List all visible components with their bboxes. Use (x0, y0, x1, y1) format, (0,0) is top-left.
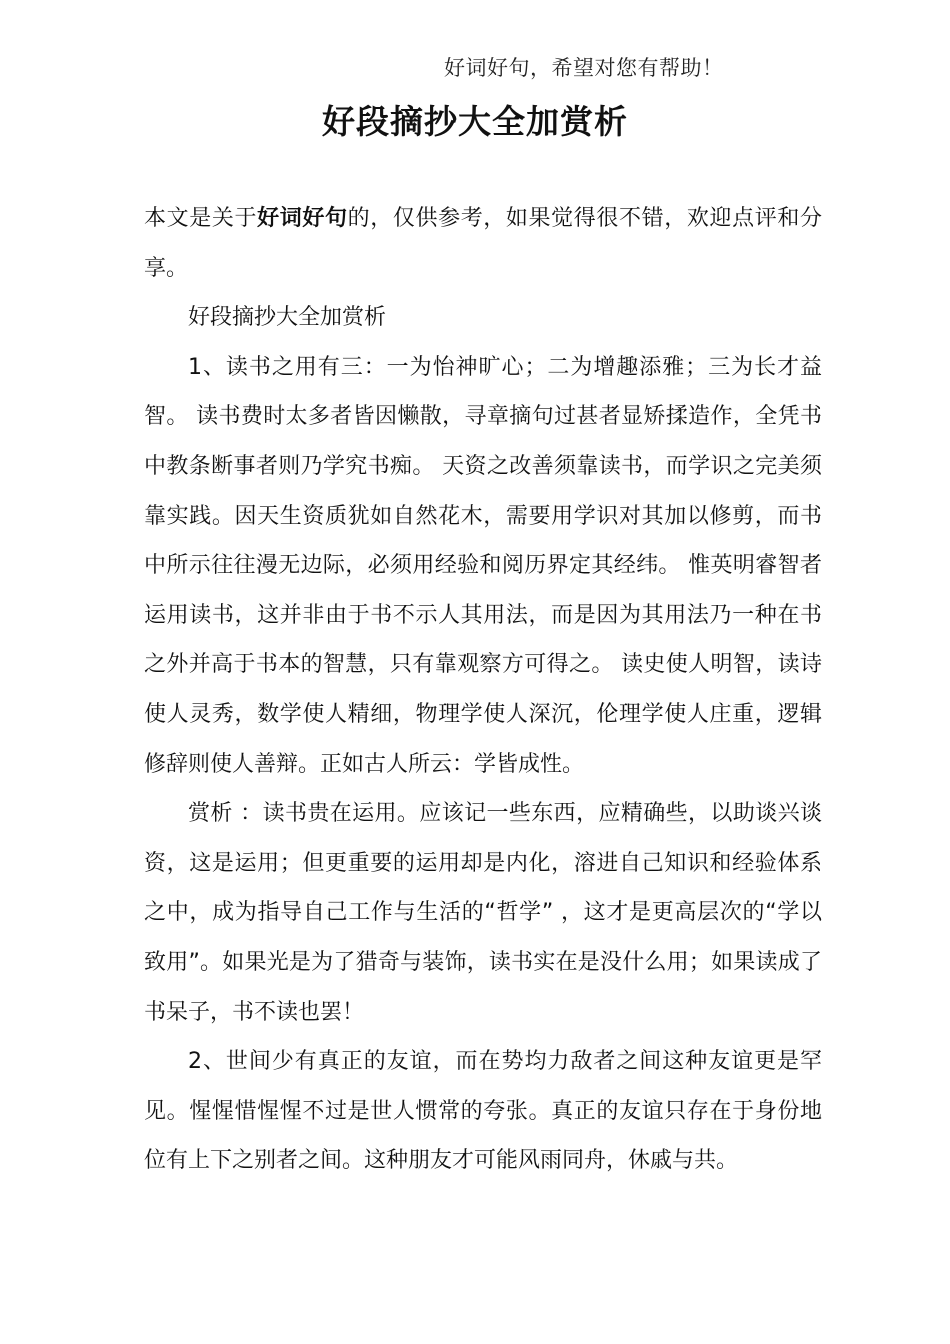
analysis-paragraph: 赏析 ：读书贵在运用。应该记一些东西，应精确些，以助谈兴谈资，这是运用；但更重要的运用却是内化，溶进自己知识和经验体系之中，成为指导自己工作与生活的“哲学” ，这才是更高层次的“学以致用”。如果光是为了猎奇与装饰，读书实在是没什么用；如果读成了书呆子，书不读也罢！ (144, 801, 822, 1025)
document-title: 好段摘抄大全加赏析 (322, 102, 628, 141)
paragraph-1: 1、读书之用有三：一为怡神旷心；二为增趣添雅；三为长才益智。 读书费时太多者皆因懒散，寻章摘句过甚者显矫揉造作，全凭书中教条断事者则乃学究书痴。 天资之改善须靠读书，而学识之完美须靠实践。因天生资质犹如自然花木，需要用学识对其加以修剪，而书中所示往往漫无边际，必须用经验和阅历界定其经纬。 惟英明睿智者运用读书，这并非由于书不示人其用法，而是因为其用法乃一种在书之外并高于书本的智慧，只有靠观察方可得之。 读史使人明智，读诗使人灵秀，数学使人精细，物理学使人深沉，伦理学使人庄重，逻辑修辞则使人善辩。正如古人所云：学皆成性。 (144, 354, 822, 777)
intro-paragraph (144, 194, 822, 293)
header-note: 好词好句，希望对您有帮助！ (444, 56, 724, 80)
intro-suffix: 的，仅供参考，如果觉得很不错，欢迎点评和分享。 (144, 206, 822, 281)
subtitle-paragraph: 好段摘抄大全加赏析 (188, 305, 387, 331)
paragraph-2: 2、世间少有真正的友谊，而在势均力敌者之间这种友谊更是罕见。惺惺惜惺惺不过是世人惯常的夸张。真正的友谊只存在于身份地位有上下之别者之间。这种朋友才可能风雨同舟，休戚与共。 (144, 1049, 822, 1174)
document-body (144, 194, 822, 1186)
intro-keyword: 好词好句 (257, 206, 348, 231)
intro-prefix: 本文是关于 (144, 206, 258, 231)
